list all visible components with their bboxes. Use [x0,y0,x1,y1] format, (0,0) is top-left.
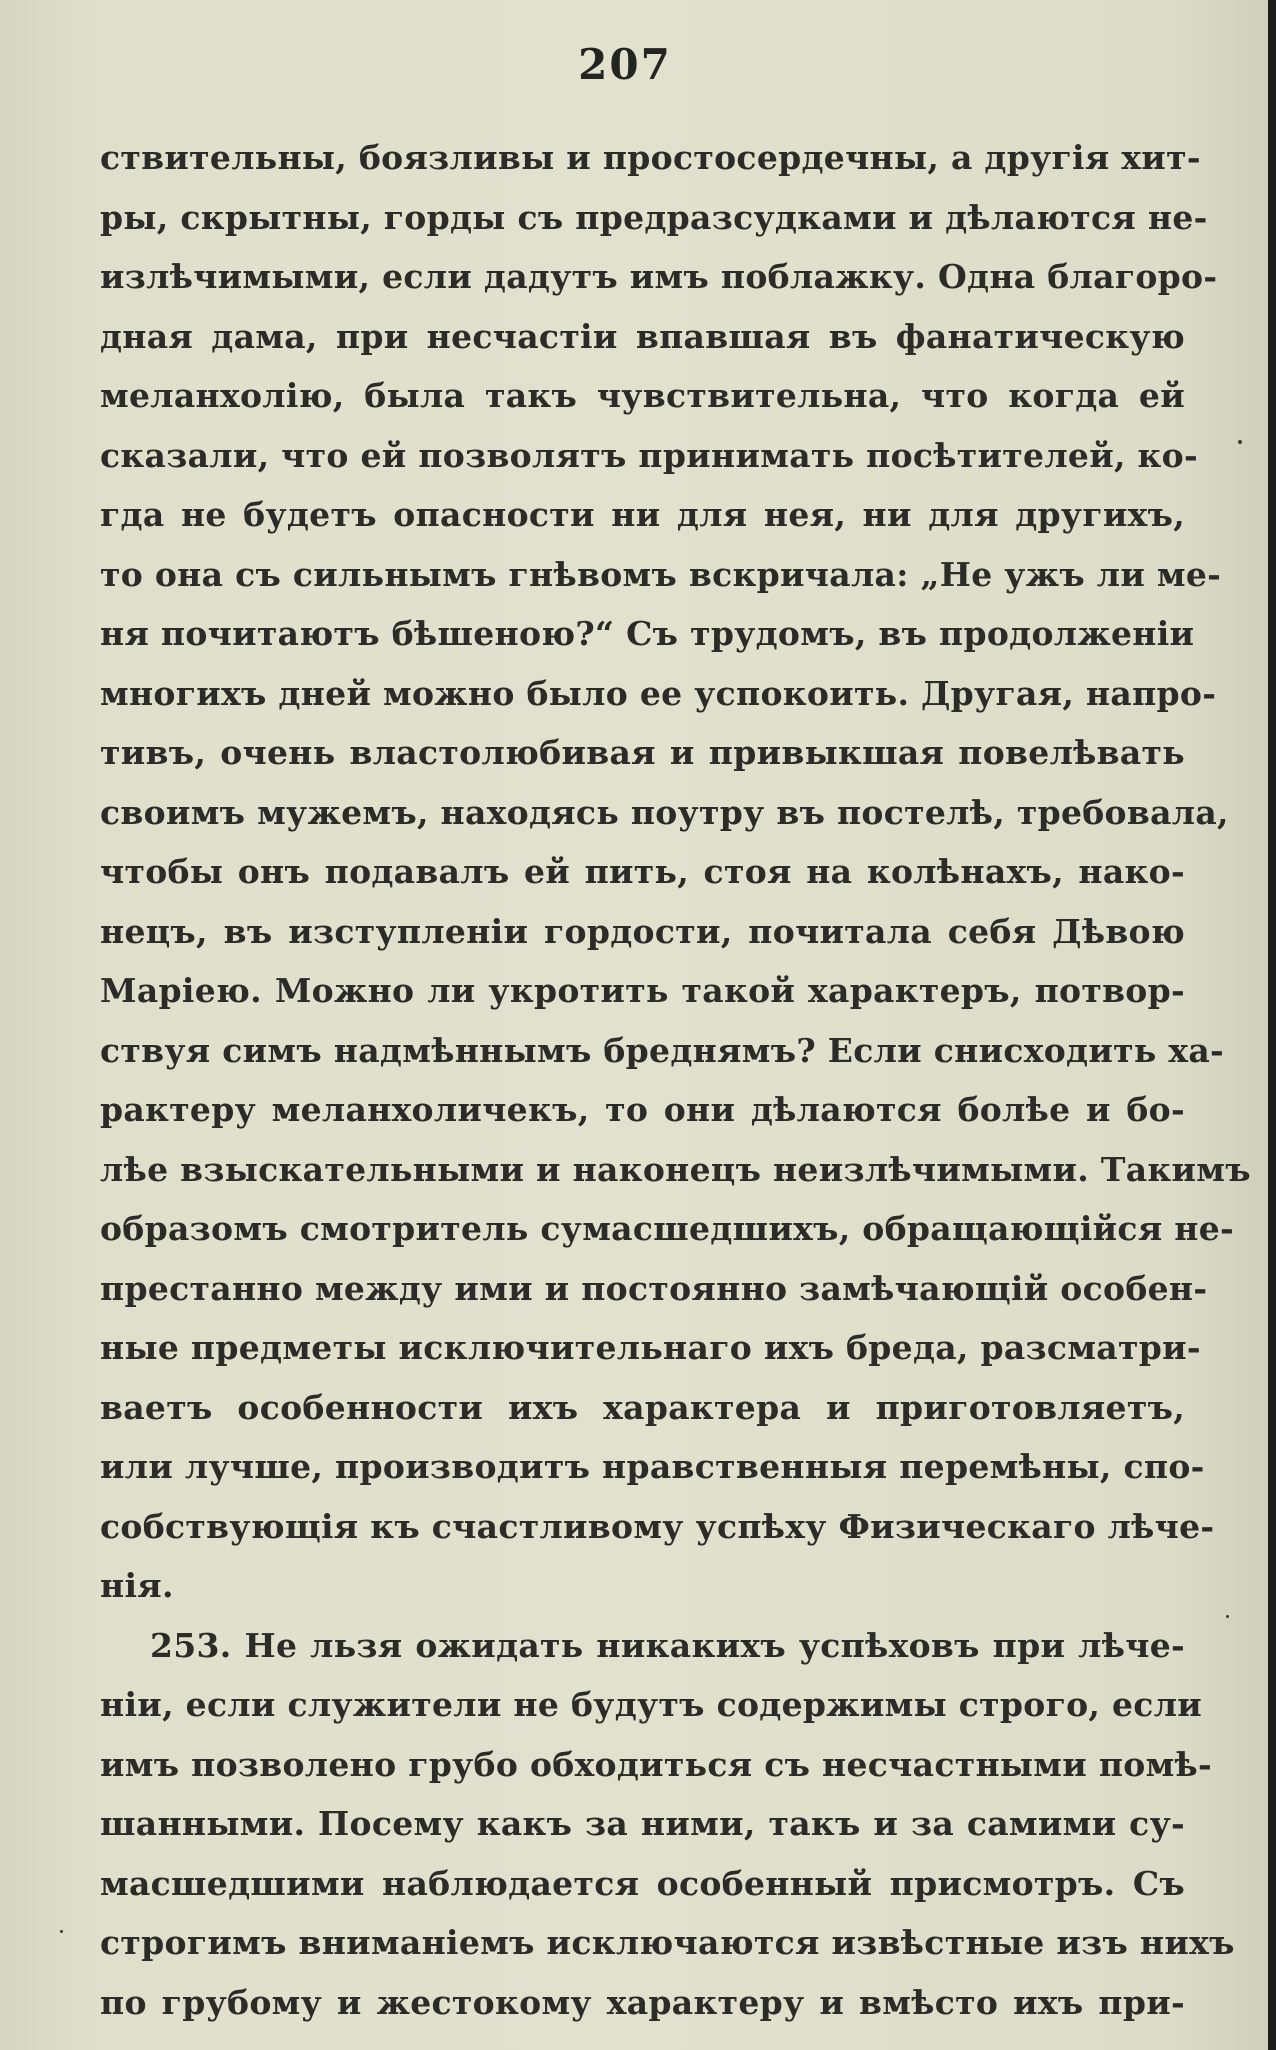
text-line: чтобы онъ подавалъ ей пить, стоя на колѣнахъ, нако- [100,852,1185,891]
page-edge-shadow [1268,0,1276,2050]
text-line: Маріею. Можно ли укротить такой характеръ, потвор- [100,971,1185,1010]
text-line: излѣчимыми, если дадутъ имъ поблажку. Одна благоро- [100,257,1218,296]
text-line: тивъ, очень властолюбивая и привыкшая повелѣвать [100,733,1185,772]
text-line: гда не будетъ опасности ни для нея, ни для другихъ, [100,495,1185,534]
text-line: престанно между ими и постоянно замѣчающій особен- [100,1268,1208,1308]
text-line: меланхолію, была такъ чувствительна, что когда ей [100,376,1185,415]
text-line: ваетъ особенности ихъ характера и приготовляетъ, [100,1387,1185,1427]
text-line: нецъ, въ изступленіи гордости, почитала себя Дѣвою [100,911,1185,951]
text-line: строгимъ вниманіемъ исключаются извѣстные изъ нихъ [100,1923,1235,1962]
text-line: имъ позволено грубо обходиться съ несчастными помѣ- [100,1744,1213,1784]
text-line: сказали, что ей позволятъ принимать посѣтителей, ко- [100,435,1198,475]
text-line: лѣе взыскательными и наконецъ неизлѣчимыми. Такимъ [100,1149,1251,1189]
text-line: ніи, если служители не будутъ содержимы строго, если [100,1685,1203,1724]
paragraph-end-line: нія. [100,1566,174,1605]
paragraph-start-line: 253. Не льзя ожидать никакихъ успѣховъ при лѣче- [150,1625,1185,1665]
text-line: собствующія къ счастливому успѣху Физическаго лѣче- [100,1506,1215,1546]
text-line: многихъ дней можно было ее успокоить. Другая, напро- [100,673,1217,713]
text-line: дная дама, при несчастіи впавшая въ фанатическую [100,316,1185,356]
text-line: или лучше, производитъ нравственныя перемѣны, спо- [100,1447,1205,1486]
text-line: по грубому и жестокому характеру и вмѣсто ихъ при- [100,1982,1185,2022]
paper-speck [60,1930,63,1933]
text-line: ры, скрытны, горды съ предразсудками и дѣлаются не- [100,197,1208,237]
text-line: ствуя симъ надмѣннымъ бреднямъ? Если снисходить ха- [100,1030,1225,1070]
text-line: ствительны, боязливы и простосердечны, а другія хит- [100,138,1201,177]
text-line: рактеру меланхоличекъ, то они дѣлаются болѣе и бо- [100,1090,1185,1129]
paper-speck [1238,440,1242,444]
text-line: ные предметы исключительнаго ихъ бреда, разсматри- [100,1328,1201,1367]
text-line: своимъ мужемъ, находясь поутру въ постелѣ, требовала, [100,792,1229,832]
page-number: 207 [578,40,672,89]
text-line: образомъ смотритель сумасшедшихъ, обращающійся не- [100,1209,1235,1248]
text-line: шанными. Посему какъ за ними, такъ и за самими су- [100,1804,1185,1843]
text-line: ня почитаютъ бѣшеною?“ Съ трудомъ, въ продолженіи [100,614,1195,653]
body-text [100,128,1251,2032]
text-line: то она съ сильнымъ гнѣвомъ вскричала: „Не ужъ ли ме- [100,554,1222,594]
paper-speck [1226,1615,1229,1618]
text-line: масшедшими наблюдается особенный присмотръ. Съ [100,1863,1185,1903]
